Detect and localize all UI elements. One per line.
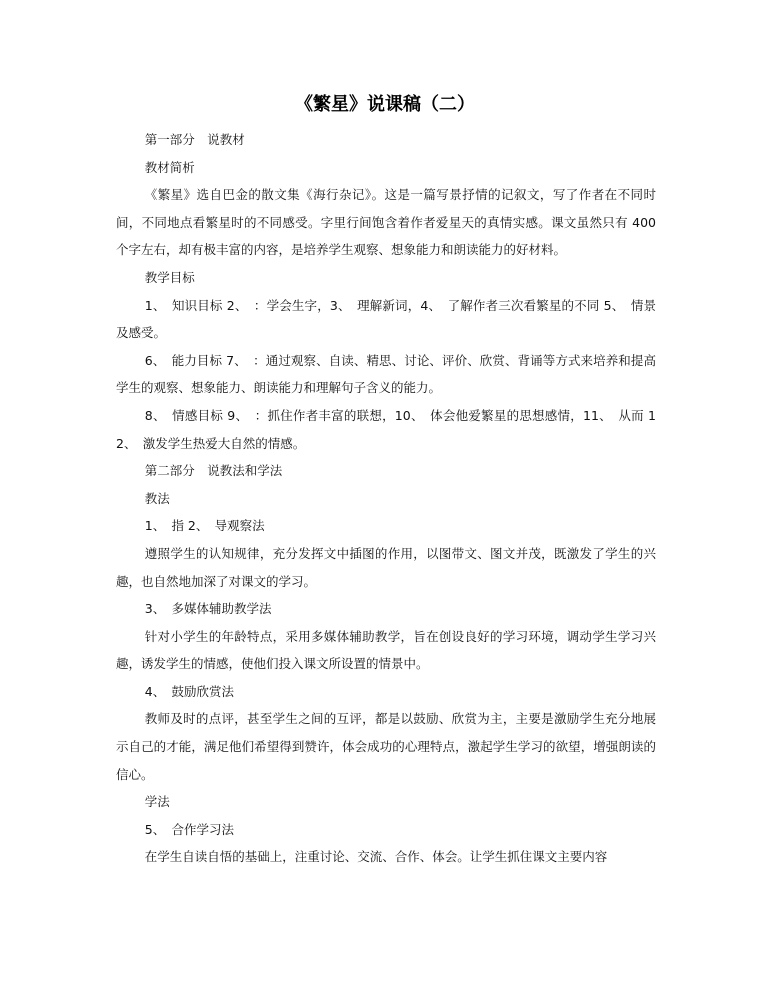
document-body <box>116 126 656 871</box>
paragraph: 针对小学生的年龄特点，采用多媒体辅助教学，旨在创设良好的学习环境，调动学生学习兴趣，诱发学生的情感，使他们投入课文所设置的情景中。 <box>116 628 656 672</box>
list-item: 8、 情感目标 9、 ：抓住作者丰富的联想，10、 体会他爱繁星的思想感情，11、 从而 12、 激发学生热爱大自然的情感。 <box>116 407 656 451</box>
list-item: 5、 合作学习法 <box>144 821 234 837</box>
subheading: 教材简析 <box>144 159 195 175</box>
paragraph: 遵照学生的认知规律，充分发挥文中插图的作用，以图带文、图文并茂，既激发了学生的兴趣，也自然地加深了对课文的学习。 <box>116 545 656 589</box>
paragraph: 《繁星》选自巴金的散文集《海行杂记》。这是一篇写景抒情的记叙文，写了作者在不同时间，不同地点看繁星时的不同感受。字里行间饱含着作者爱星天的真情实感。课文虽然只有 400 个字左右，却有极丰富的内容，是培养学生观察、想象能力和朗读能力的好材料。 <box>116 187 656 258</box>
paragraph: 在学生自读自悟的基础上，注重讨论、交流、合作、体会。让学生抓住课文主要内容 <box>144 849 608 865</box>
list-item: 4、 鼓励欣赏法 <box>144 683 234 699</box>
subheading: 教学目标 <box>144 269 195 285</box>
list-item: 3、 多媒体辅助教学法 <box>144 601 272 617</box>
subheading: 学法 <box>144 794 170 810</box>
document-title: 《繁星》说课稿（二） <box>295 94 475 115</box>
section-heading: 第二部分 说教法和学法 <box>144 463 283 479</box>
subheading: 教法 <box>144 490 170 506</box>
list-item: 6、 能力目标 7、 ：通过观察、自读、精思、讨论、评价、欣赏、背诵等方式来培养和提高学生的观察、想象能力、朗读能力和理解句子含义的能力。 <box>116 352 656 396</box>
paragraph: 教师及时的点评，甚至学生之间的互评，都是以鼓励、欣赏为主，主要是激励学生充分地展示自己的才能，满足他们希望得到赞许，体会成功的心理特点，激起学生学习的欲望，增强朗读的信心。 <box>116 711 656 782</box>
list-item: 1、 知识目标 2、 ：学会生字，3、 理解新词，4、 了解作者三次看繁星的不同 5、 情景及感受。 <box>116 297 656 341</box>
section-heading: 第一部分 说教材 <box>144 132 245 147</box>
list-item: 1、 指 2、 导观察法 <box>144 518 265 534</box>
